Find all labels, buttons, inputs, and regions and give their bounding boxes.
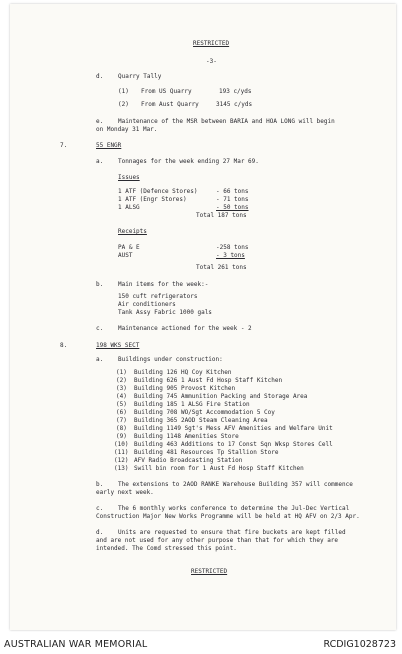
item-letter: b.	[96, 281, 104, 288]
paragraph-line: The extensions to 2AOD RANKE Warehouse Building 357 will commence	[118, 481, 353, 488]
building-num: (11)	[114, 449, 129, 456]
paragraph-line: Construction Major New Works Programme will be held at HQ AFV on 2/3 Apr.	[96, 513, 360, 520]
paragraph-line: Maintenance of the MSR between BARIA and HOA LONG will begin	[118, 118, 335, 125]
building-text: Building 365 2AOD Steam Cleaning Area	[134, 417, 268, 424]
issue-value: - 66 tons	[216, 188, 249, 195]
document-page	[10, 4, 396, 630]
item-letter: d.	[96, 73, 104, 80]
issues-heading: Issues	[118, 174, 140, 181]
issue-value: - 71 tons	[216, 196, 249, 203]
receipts-heading: Receipts	[118, 228, 147, 235]
page-number: -3-	[206, 58, 217, 65]
building-text: Building 905 Provost Kitchen	[134, 385, 236, 392]
tonnages-title: Tonnages for the week ending 27 Mar 69.	[118, 158, 259, 165]
paragraph-line: and are not used for any other purpose than that for which they are	[96, 537, 339, 544]
restricted-footer: RESTRICTED	[191, 568, 228, 575]
building-text: Building 185 1 ALSG Fire Station	[134, 401, 250, 408]
building-num: (13)	[114, 465, 129, 472]
item-letter: d.	[96, 529, 104, 536]
building-num: (2)	[116, 377, 127, 384]
building-text: Swill bin room for 1 Aust Fd Hosp Staff Kitchen	[134, 465, 304, 472]
receipt-label: AUST	[118, 252, 133, 259]
building-num: (5)	[116, 401, 127, 408]
item-letter: c.	[96, 505, 104, 512]
paragraph-line: on Monday 31 Mar.	[96, 126, 158, 133]
receipt-value: -258 tons	[216, 244, 249, 251]
building-text: Building 708 WO/Sgt Accommodation 5 Coy	[134, 409, 275, 416]
main-item: Air conditioners	[118, 301, 176, 308]
issue-label: 1 ATF (Defence Stores)	[118, 188, 198, 195]
issue-label: 1 ALSG	[118, 204, 140, 211]
item-letter: b.	[96, 481, 104, 488]
paragraph-line: intended. The Comd stressed this point.	[96, 545, 237, 552]
building-text: Building 1148 Amenities Store	[134, 433, 239, 440]
issue-value: - 50 tons	[216, 204, 249, 211]
receipt-label: PA & E	[118, 244, 140, 251]
building-num: (10)	[114, 441, 129, 448]
building-num: (7)	[116, 417, 127, 424]
building-text: Building 481 Resources Tp Stallion Store	[134, 449, 279, 456]
building-num: (8)	[116, 425, 127, 432]
building-num: (1)	[116, 369, 127, 376]
paragraph-line: Units are requested to ensure that fire buckets are kept filled	[118, 529, 346, 536]
main-item: Tank Assy Fabric 1000 gals	[118, 309, 212, 316]
quarry-tally-title: Quarry Tally	[118, 73, 162, 80]
quarry-row-num: (2)	[118, 101, 129, 108]
section-title: 55 ENGR	[96, 142, 122, 149]
building-text: Building 745 Ammunition Packing and Storage Area	[134, 393, 308, 400]
archive-footer	[0, 632, 402, 654]
quarry-row-value: 3145 c/yds	[216, 101, 253, 108]
main-item: 150 cuft refrigerators	[118, 293, 198, 300]
main-items-title: Main items for the week:-	[118, 281, 209, 288]
building-num: (6)	[116, 409, 127, 416]
buildings-title: Buildings under construction:	[118, 356, 223, 363]
quarry-row-num: (1)	[118, 88, 129, 95]
building-text: Building 463 Additions to 17 Const Sqn Wksp Stores Cell	[134, 441, 333, 448]
building-text: Building 1149 Sgt's Mess AFV Amenities and Welfare Unit	[134, 425, 333, 432]
building-num: (3)	[116, 385, 127, 392]
record-id: RCDIG1028723	[323, 639, 396, 650]
building-num: (9)	[116, 433, 127, 440]
receipts-total: Total 261 tons	[196, 264, 247, 271]
quarry-row-label: From US Quarry	[141, 88, 192, 95]
building-text: Building 626 1 Aust Fd Hosp Staff Kitchen	[134, 377, 283, 384]
building-num: (12)	[114, 457, 129, 464]
building-text: AFV Radio Broadcasting Station	[134, 457, 243, 464]
item-letter: a.	[96, 356, 104, 363]
item-letter: c.	[96, 325, 104, 332]
quarry-row-value: 193 c/yds	[219, 88, 252, 95]
item-letter: e.	[96, 118, 104, 125]
issues-total: Total 187 tons	[196, 212, 247, 219]
building-text: Building 126 HQ Coy Kitchen	[134, 369, 232, 376]
quarry-row-label: From Aust Quarry	[141, 101, 199, 108]
item-letter: a.	[96, 158, 104, 165]
section-number: 8.	[60, 342, 68, 349]
maintenance-text: Maintenance actioned for the week - 2	[118, 325, 252, 332]
section-title: 198 WKS SECT	[96, 342, 140, 349]
paragraph-line: The 6 monthly works conference to determine the Jul-Dec Vertical	[118, 505, 350, 512]
paragraph-line: early next week.	[96, 489, 154, 496]
restricted-header: RESTRICTED	[193, 40, 230, 47]
issue-label: 1 ATF (Engr Stores)	[118, 196, 187, 203]
section-number: 7.	[60, 142, 68, 149]
building-num: (4)	[116, 393, 127, 400]
receipt-value: - 3 tons	[216, 252, 245, 259]
archive-name: AUSTRALIAN WAR MEMORIAL	[4, 639, 148, 650]
